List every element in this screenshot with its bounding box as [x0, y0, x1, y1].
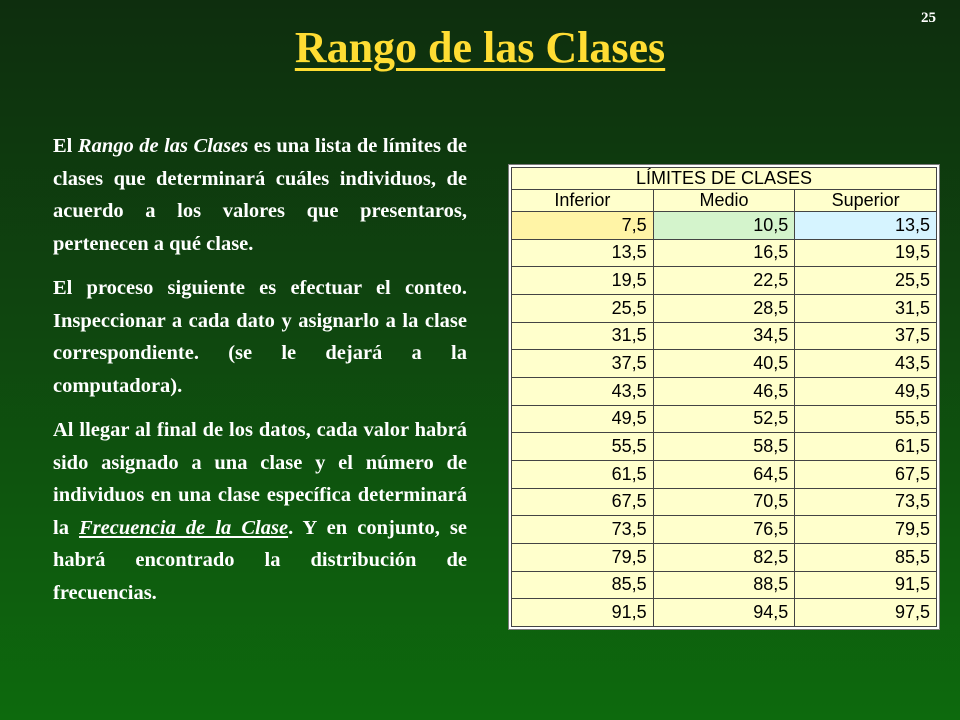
- table-cell: 79,5: [795, 516, 937, 544]
- table-cell: 43,5: [795, 350, 937, 378]
- table-cell: 61,5: [795, 433, 937, 461]
- table-row: [512, 267, 937, 295]
- paragraph-conclusion-lead: Al llegar al final de los datos, cada valor habrá sido asignado a una clase y el número de individuos en una clase específica determinará la: [53, 419, 467, 539]
- table-cell: 85,5: [795, 543, 937, 571]
- column-header-inferior: Inferior: [512, 190, 654, 212]
- table-cell: 88,5: [653, 571, 795, 599]
- table-row: [512, 599, 937, 627]
- table-row: [512, 239, 937, 267]
- table-cell: 67,5: [512, 488, 654, 516]
- table-cell: 43,5: [512, 377, 654, 405]
- table-cell: 79,5: [512, 543, 654, 571]
- paragraph-process: El proceso siguiente es efectuar el conteo. Inspeccionar a cada dato y asignarlo a la clase correspondiente. (se le dejará a la computadora).: [53, 277, 467, 397]
- column-header-superior: Superior: [795, 190, 937, 212]
- table-cell: 52,5: [653, 405, 795, 433]
- table-cell: 22,5: [653, 267, 795, 295]
- body-text: [53, 130, 467, 621]
- table-row: [512, 212, 937, 240]
- table-cell: 82,5: [653, 543, 795, 571]
- table-cell: 19,5: [512, 267, 654, 295]
- paragraph-conclusion: [53, 414, 467, 609]
- slide-title: Rango de las Clases: [294, 23, 666, 72]
- table-cell: 55,5: [512, 433, 654, 461]
- table-row: [512, 460, 937, 488]
- table-cell: 97,5: [795, 599, 937, 627]
- term-frecuencia-de-la-clase: Frecuencia de la Clase: [79, 516, 289, 539]
- table-row: [512, 350, 937, 378]
- paragraph-conclusion-rest: . Y en conjunto, se habrá encontrado la distribución de frecuencias.: [53, 516, 467, 604]
- table-cell: 37,5: [512, 350, 654, 378]
- table-cell: 13,5: [795, 212, 937, 240]
- table-cell: 76,5: [653, 516, 795, 544]
- table-cell: 49,5: [795, 377, 937, 405]
- table-cell: 34,5: [653, 322, 795, 350]
- table-cell: 37,5: [795, 322, 937, 350]
- table-cell: 31,5: [512, 322, 654, 350]
- table-cell: 25,5: [795, 267, 937, 295]
- table-cell: 67,5: [795, 460, 937, 488]
- table-cell: 91,5: [795, 571, 937, 599]
- table-row: [512, 488, 937, 516]
- table-cell: 25,5: [512, 294, 654, 322]
- table-row: [512, 543, 937, 571]
- table-cell: 16,5: [653, 239, 795, 267]
- table-row: [512, 516, 937, 544]
- paragraph-definition-lead: El: [53, 135, 78, 157]
- table-cell: 19,5: [795, 239, 937, 267]
- table-cell: 40,5: [653, 350, 795, 378]
- table-cell: 73,5: [795, 488, 937, 516]
- table-cell: 10,5: [653, 212, 795, 240]
- table-cell: 73,5: [512, 516, 654, 544]
- table-cell: 70,5: [653, 488, 795, 516]
- table-cell: 61,5: [512, 460, 654, 488]
- table-cell: 13,5: [512, 239, 654, 267]
- term-rango-de-las-clases: Rango de las Clases: [77, 135, 249, 157]
- table-cell: 31,5: [795, 294, 937, 322]
- paragraph-definition-rest: es una lista de límites de clases que determinará cuáles individuos, de acuerdo a los valores que presentaros, pertenecen a qué clase.: [53, 135, 467, 255]
- table-header-row: [512, 190, 937, 212]
- table-cell: 58,5: [653, 433, 795, 461]
- table-body: [512, 212, 937, 627]
- table-row: [512, 571, 937, 599]
- table-row: [512, 377, 937, 405]
- table-cell: 94,5: [653, 599, 795, 627]
- slide-number: 25: [921, 10, 936, 26]
- table-cell: 85,5: [512, 571, 654, 599]
- table-title: LÍMITES DE CLASES: [512, 168, 937, 190]
- table-row: [512, 322, 937, 350]
- table-cell: 46,5: [653, 377, 795, 405]
- paragraph-definition: [53, 130, 467, 260]
- table-cell: 28,5: [653, 294, 795, 322]
- column-header-medio: Medio: [653, 190, 795, 212]
- table-row: [512, 433, 937, 461]
- table-cell: 49,5: [512, 405, 654, 433]
- table-cell: 7,5: [512, 212, 654, 240]
- class-limits-table-panel: [508, 164, 940, 630]
- table-cell: 64,5: [653, 460, 795, 488]
- table-cell: 55,5: [795, 405, 937, 433]
- table-row: [512, 405, 937, 433]
- table-cell: 91,5: [512, 599, 654, 627]
- class-limits-table: [511, 167, 937, 627]
- table-row: [512, 294, 937, 322]
